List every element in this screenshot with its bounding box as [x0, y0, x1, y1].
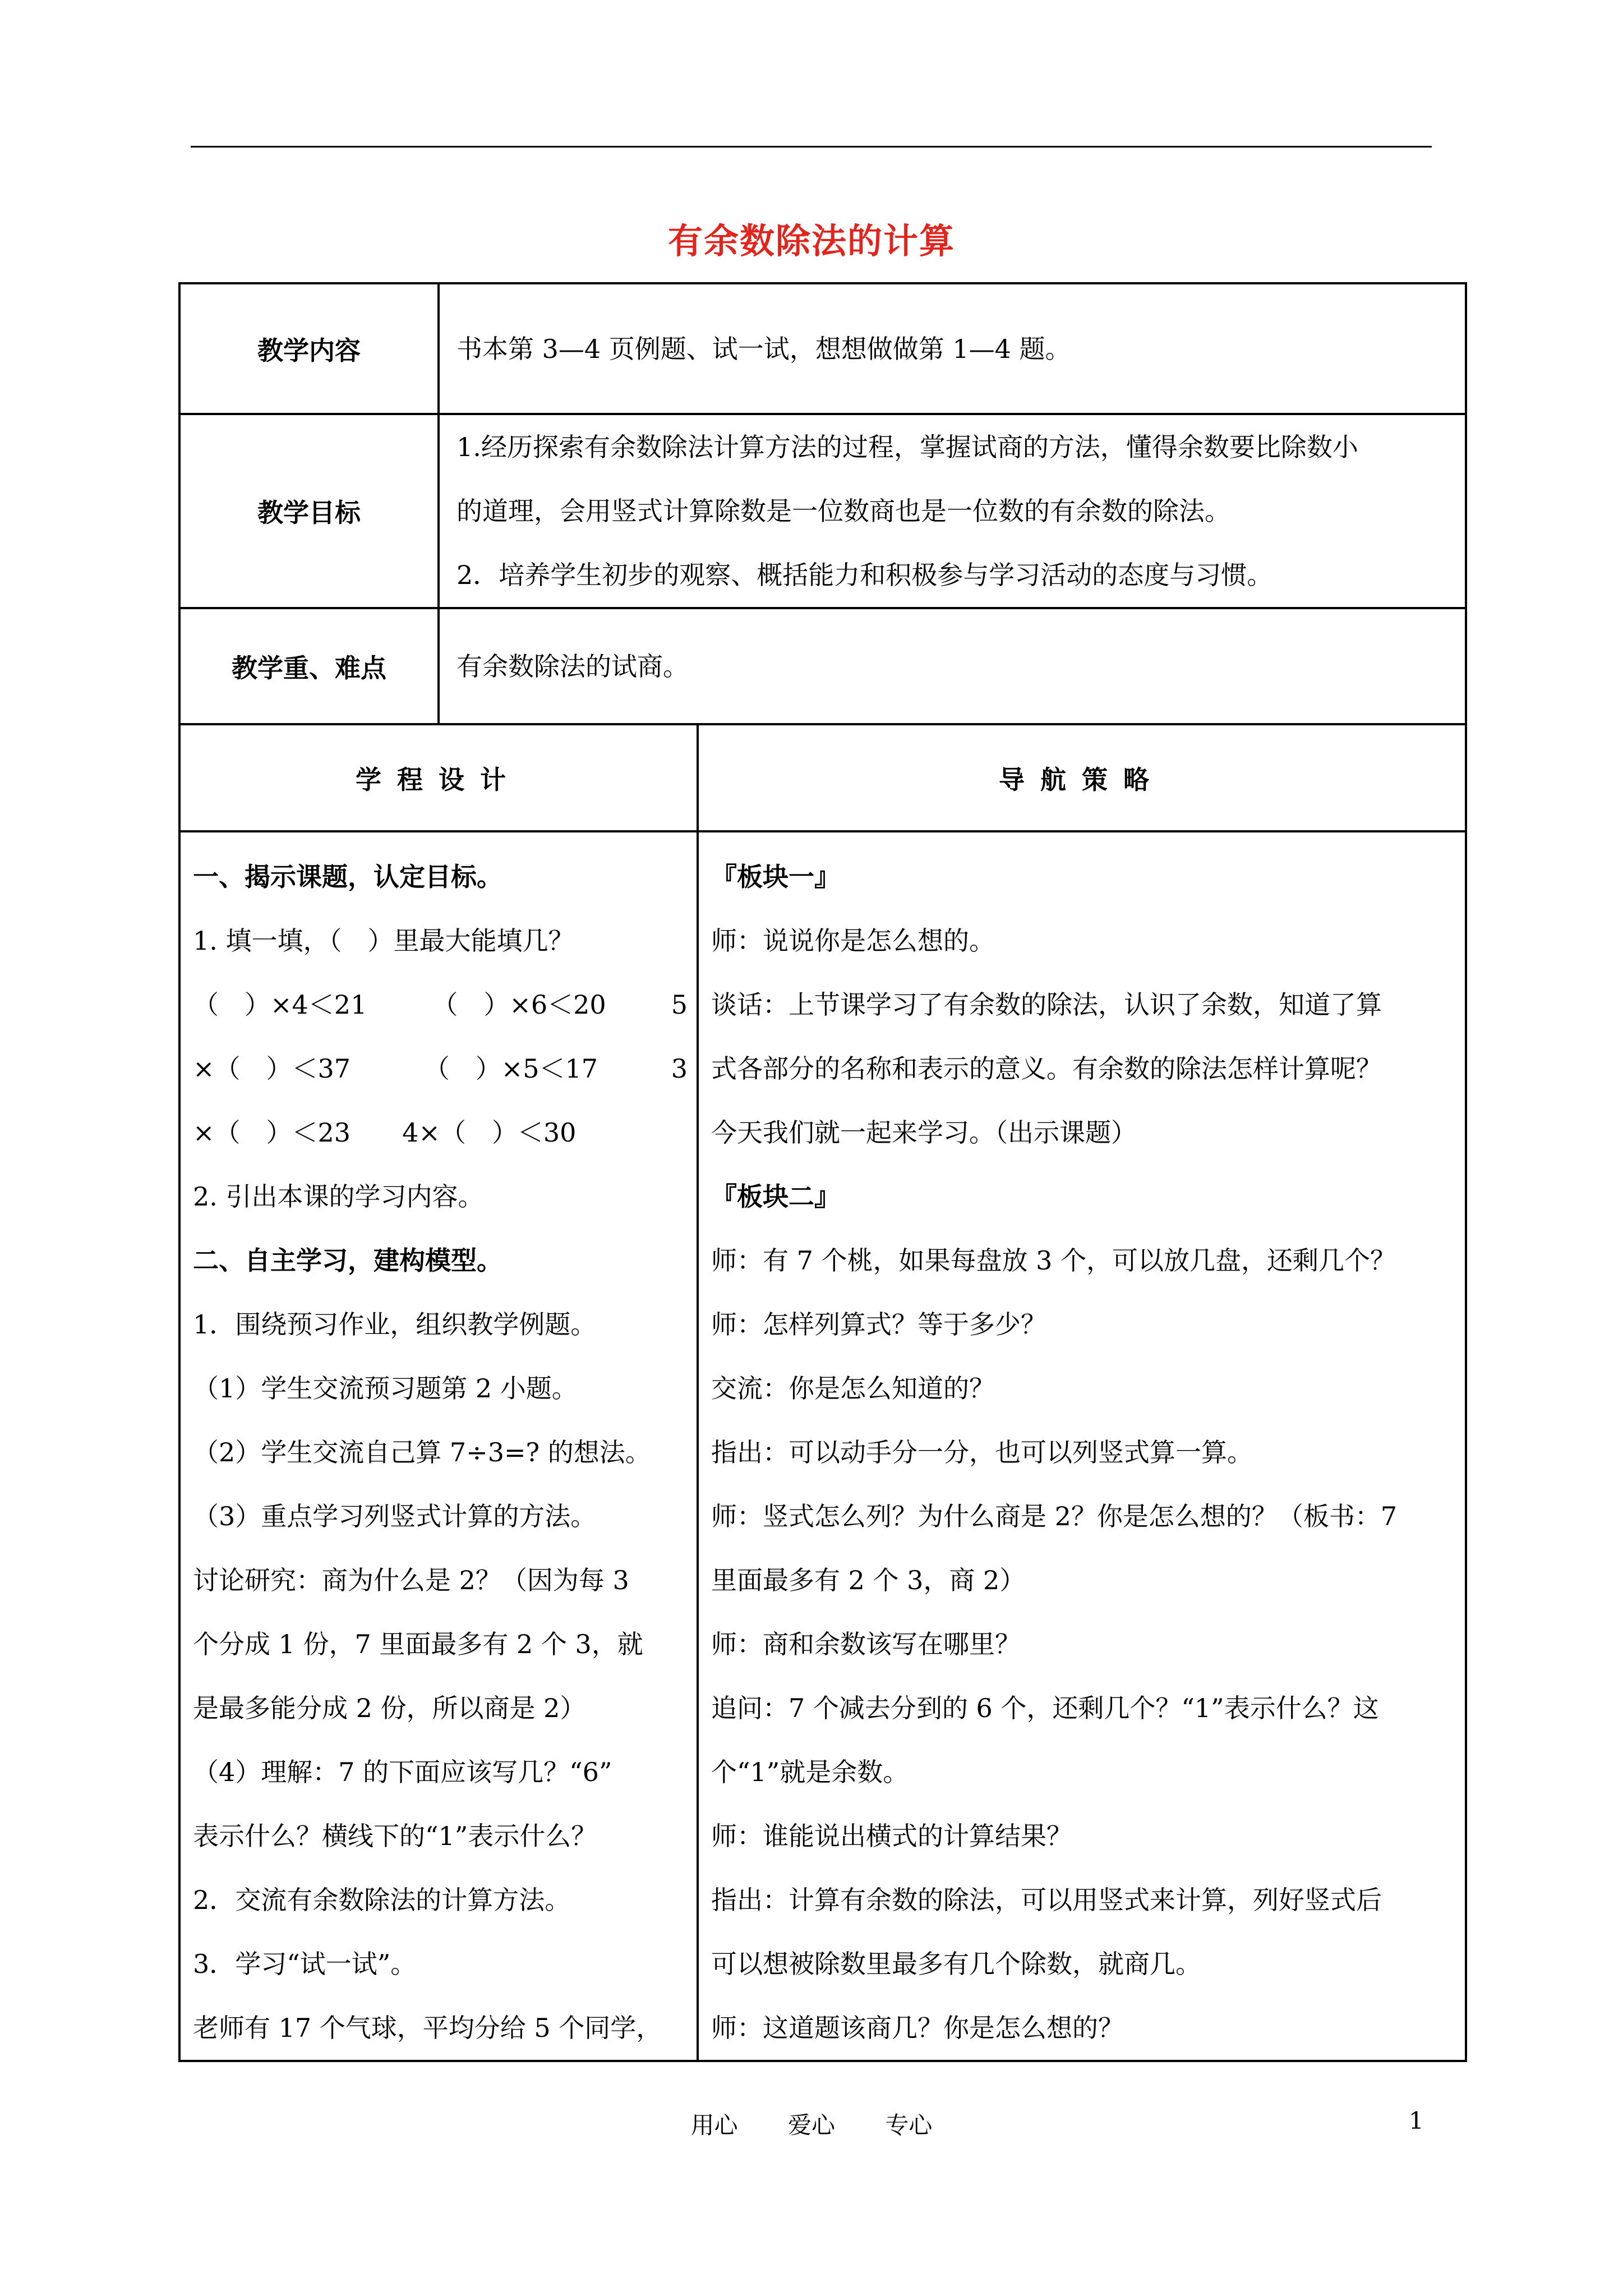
footer-motto: [0, 2107, 1623, 2141]
left-line-5: ×（ ）＜23 4×（ ）＜30: [193, 1117, 577, 1148]
left-line-8: 1．围绕预习作业，组织教学例题。: [193, 1309, 597, 1340]
right-line-15: 个“1”就是余数。: [711, 1757, 909, 1787]
right-line-16: 师：谁能说出横式的计算结果？: [711, 1821, 1072, 1851]
label-teaching-goals: 教学目标: [179, 414, 439, 608]
left-line-14: 是最多能分成 2 份，所以商是 2）: [193, 1693, 586, 1723]
right-line-1: 『板块一』: [711, 862, 840, 892]
left-line-11: （3）重点学习列竖式计算的方法。: [193, 1501, 597, 1531]
footer-motto-3: 专心: [885, 2111, 933, 2139]
footer-motto-1: 用心: [690, 2111, 738, 2139]
right-line-2: 师：说说你是怎么想的。: [711, 926, 995, 956]
right-line-10: 指出：可以动手分一分，也可以列竖式算一算。: [711, 1437, 1253, 1467]
left-line-13: 个分成 1 份，7 里面最多有 2 个 3，就: [193, 1629, 643, 1659]
right-line-11: 师：竖式怎么列？为什么商是 2？你是怎么想的？（板书：7: [711, 1501, 1398, 1531]
teaching-content-text: 书本第 3—4 页例题、试一试，想想做做第 1—4 题。: [457, 333, 1071, 364]
header-guidance-strategy: 导航策略: [698, 724, 1466, 831]
ineq-3-start: 5: [671, 990, 688, 1020]
ineq-2: （ ）×6＜20: [432, 990, 606, 1020]
right-line-14: 追问：7 个减去分到的 6 个，还剩几个？“1”表示什么？这: [711, 1693, 1379, 1723]
row-column-headers: [179, 724, 1466, 831]
label-teaching-content: 教学内容: [179, 283, 439, 414]
row-teaching-content: [179, 283, 1466, 414]
left-line-6: 2. 引出本课的学习内容。: [193, 1181, 484, 1212]
page-number: 1: [1409, 2107, 1424, 2134]
right-line-9: 交流：你是怎么知道的？: [711, 1373, 995, 1404]
header-rule: [191, 146, 1432, 148]
right-line-4: 式各部分的名称和表示的意义。有余数的除法怎样计算呢？: [711, 1053, 1382, 1084]
ineq-5-start: 3: [671, 1053, 688, 1084]
left-line-3: [193, 973, 688, 1037]
left-line-2: 1. 填一填，（ ）里最大能填几？: [193, 926, 574, 956]
learning-design-column: [179, 831, 698, 2061]
lesson-plan-table: [178, 282, 1467, 2062]
header-learning-design: 学程设计: [179, 724, 698, 831]
ineq-3-end: ×（ ）＜37: [193, 1053, 351, 1084]
right-line-3: 谈话：上节课学习了有余数的除法，认识了余数，知道了算: [711, 990, 1382, 1020]
goal-line-3: 2．培养学生初步的观察、概括能力和积极参与学习活动的态度与习惯。: [457, 560, 1273, 590]
left-line-7: 二、自主学习，建构模型。: [193, 1245, 502, 1276]
right-line-13: 师：商和余数该写在哪里？: [711, 1629, 1021, 1659]
left-line-10: （2）学生交流自己算 7÷3=? 的想法。: [193, 1437, 651, 1467]
value-teaching-content: [439, 283, 1466, 414]
key-points-text: 有余数除法的试商。: [457, 651, 689, 682]
row-teaching-goals: [179, 414, 1466, 608]
right-line-18: 可以想被除数里最多有几个除数，就商几。: [711, 1949, 1201, 1979]
label-key-points: 教学重、难点: [179, 608, 439, 724]
left-line-16: 表示什么？横线下的“1”表示什么？: [193, 1821, 597, 1851]
right-line-6: 『板块二』: [711, 1181, 840, 1212]
guidance-strategy-column: [698, 831, 1466, 2061]
left-line-12: 讨论研究：商为什么是 2？（因为每 3: [193, 1565, 629, 1595]
value-key-points: [439, 608, 1466, 724]
row-key-points: [179, 608, 1466, 724]
right-line-19: 师：这道题该商几？你是怎么想的？: [711, 2013, 1124, 2043]
left-line-15: （4）理解：7 的下面应该写几？“6”: [193, 1757, 612, 1787]
row-lesson-body: [179, 831, 1466, 2061]
value-teaching-goals: [439, 414, 1466, 608]
right-line-7: 师：有 7 个桃，如果每盘放 3 个，可以放几盘，还剩几个？: [711, 1245, 1396, 1276]
ineq-4: （ ）×5＜17: [423, 1053, 598, 1084]
right-line-17: 指出：计算有余数的除法，可以用竖式来计算，列好竖式后: [711, 1885, 1382, 1915]
left-line-1: 一、揭示课题，认定目标。: [193, 862, 502, 892]
left-line-18: 3．学习“试一试”。: [193, 1949, 417, 1979]
left-line-4: [193, 1037, 688, 1101]
right-line-5: 今天我们就一起来学习。（出示课题）: [711, 1117, 1137, 1148]
left-line-17: 2．交流有余数除法的计算方法。: [193, 1885, 571, 1915]
ineq-1: （ ）×4＜21: [193, 990, 367, 1020]
left-line-19: 老师有 17 个气球，平均分给 5 个同学，: [193, 2013, 662, 2043]
footer-motto-2: 爱心: [787, 2111, 835, 2139]
left-line-9: （1）学生交流预习题第 2 小题。: [193, 1373, 578, 1404]
document-title: 有余数除法的计算: [667, 220, 955, 261]
right-line-8: 师：怎样列算式？等于多少？: [711, 1309, 1046, 1340]
right-line-12: 里面最多有 2 个 3，商 2）: [711, 1565, 1026, 1595]
goal-line-1: 1.经历探索有余数除法计算方法的过程，掌握试商的方法，懂得余数要比除数小: [457, 432, 1358, 462]
goal-line-2: 的道理，会用竖式计算除数是一位数商也是一位数的有余数的除法。: [457, 496, 1230, 526]
